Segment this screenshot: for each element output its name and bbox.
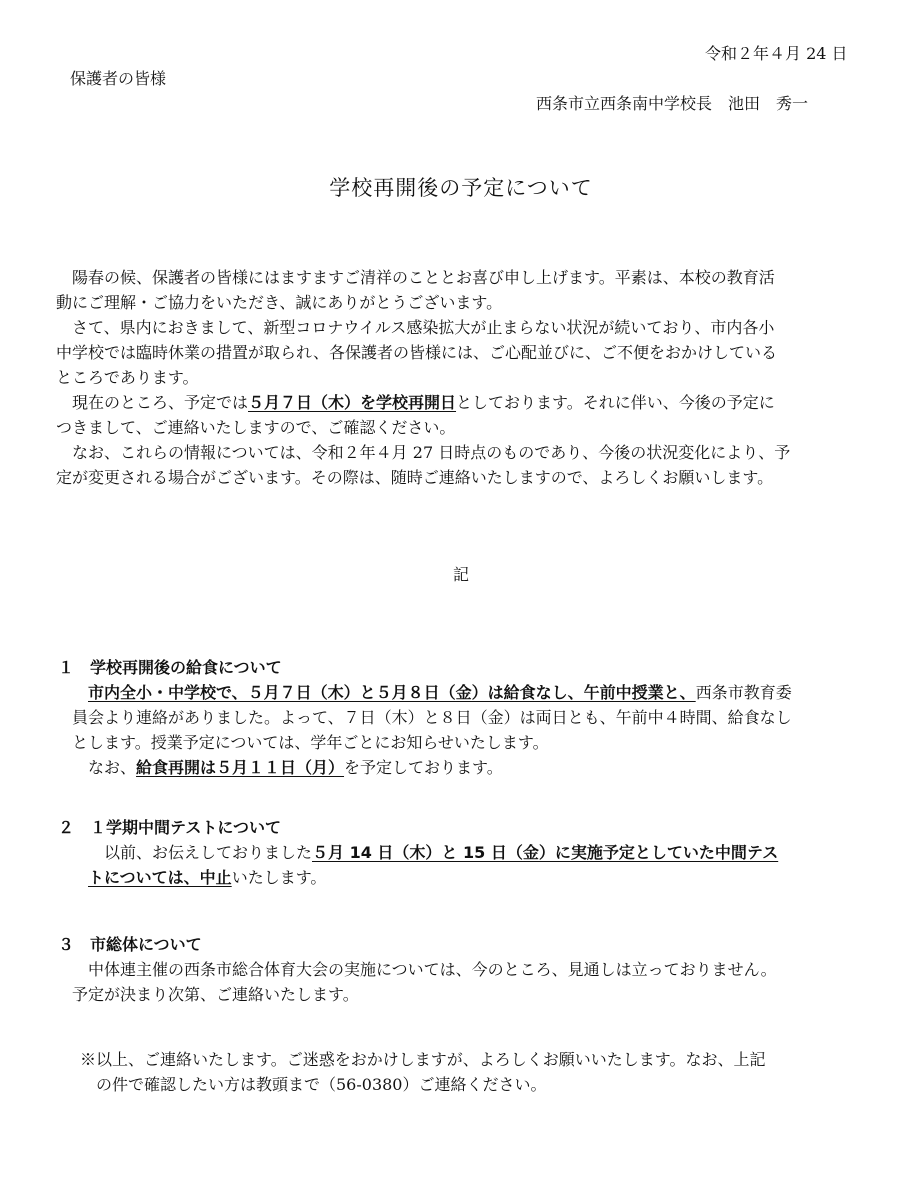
section3-line2: 予定が決まり次第、ご連絡いたします。 (72, 985, 359, 1004)
intro-p3-text-a: 現在のところ、予定では (72, 393, 249, 412)
note-line1: ※以上、ご連絡いたします。ご迷惑をおかけしますが、よろしくお願いいたします。なお、上記 (80, 1050, 766, 1069)
section3-line1: 中体連主催の西条市総合体育大会の実施については、今のところ、見通しは立っておりません。 (88, 960, 777, 979)
ki-marker: 記 (453, 565, 470, 584)
intro-p2-line3: ところであります。 (56, 368, 199, 387)
section1-text-b: 西条市教育委 (695, 683, 792, 702)
intro-p2-line1: さて、県内におきまして、新型コロナウイルス感染拡大が止まらない状況が続いており、市内各小 (72, 318, 775, 337)
midterm-highlight: ５月 14 日（木）と 15 日（金）に実施予定としていた中間テス (312, 843, 779, 862)
intro-p4-line1: なお、これらの情報については、令和２年４月 27 日時点のものであり、今後の状況変化により、予 (72, 443, 791, 462)
section2-heading: ２ １学期中間テストについて (58, 818, 282, 837)
section1-highlight: 市内全小・中学校で、５月７日（木）と５月８日（金）は給食なし、午前中授業と、 (88, 683, 696, 702)
intro-p3-text-c: としております。それに伴い、今後の予定に (456, 393, 775, 412)
page-title: 学校再開後の予定について (329, 176, 593, 200)
lunch-resume-highlight: 給食再開は５月１１日（月） (136, 758, 345, 777)
section1-heading: １ 学校再開後の給食について (58, 658, 282, 677)
sender: 西条市立西条南中学校長 池田 秀一 (536, 94, 809, 113)
cancel-highlight: トについては、中止 (88, 868, 232, 887)
document-date: 令和２年４月 24 日 (705, 44, 848, 63)
intro-p2-line2: 中学校では臨時休業の措置が取られ、各保護者の皆様には、ご心配並びに、ご不便をおかけしている (56, 343, 777, 362)
intro-p3-line2: つきまして、ご連絡いたしますので、ご確認ください。 (56, 418, 456, 437)
section1-line1 (88, 685, 792, 701)
intro-p3-line1 (72, 395, 775, 411)
section1-line4 (88, 760, 503, 776)
section1-line2: 員会より連絡がありました。よって、７日（木）と８日（金）は両日とも、午前中４時間、給食なし (72, 708, 792, 727)
section2-line2 (88, 870, 326, 886)
section2-line1 (104, 845, 778, 861)
section1-text-4a: なお、 (88, 758, 137, 777)
intro-p1-line2: 動にご理解・ご協力をいただき、誠にありがとうございます。 (56, 293, 503, 312)
note-line2: の件で確認したい方は教頭まで（56-0380）ご連絡ください。 (96, 1075, 547, 1094)
section1-text-4c: を予定しております。 (344, 758, 503, 777)
section2-text-a: 以前、お伝えしておりました (104, 843, 313, 862)
reopening-date-highlight: ５月７日（木）を学校再開日 (248, 393, 457, 412)
intro-p4-line2: 定が変更される場合がございます。その際は、随時ご連絡いたしますので、よろしくお願いします。 (56, 468, 774, 487)
section3-heading: ３ 市総体について (58, 935, 202, 954)
section2-text-b: いたします。 (231, 868, 327, 887)
intro-p1-line1: 陽春の候、保護者の皆様にはますますご清祥のこととお喜び申し上げます。平素は、本校の教育活 (72, 268, 775, 287)
section1-line3: とします。授業予定については、学年ごとにお知らせいたします。 (72, 733, 549, 752)
recipient: 保護者の皆様 (70, 69, 167, 88)
